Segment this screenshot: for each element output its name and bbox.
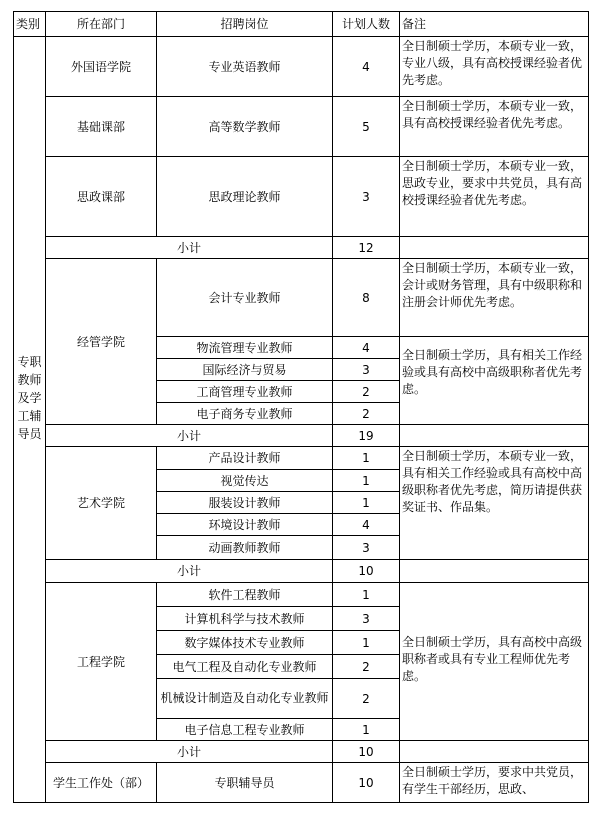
position-cell: 高等数学教师 <box>157 97 333 157</box>
position-cell: 产品设计教师 <box>157 447 333 470</box>
table-row <box>14 259 589 337</box>
position-cell: 软件工程教师 <box>157 583 333 607</box>
note-cell: 全日制硕士学历，本硕专业一致，思政专业，要求中共党员，具有高校授课经验者优先考虑。 <box>400 157 589 237</box>
count-cell: 3 <box>333 607 400 631</box>
count-cell: 4 <box>333 37 400 97</box>
position-cell: 电子商务专业教师 <box>157 403 333 425</box>
count-cell: 1 <box>333 631 400 655</box>
subtotal-label: 小计 <box>46 237 333 259</box>
department-cell: 外国语学院 <box>46 37 157 97</box>
position-cell: 专职辅导员 <box>157 763 333 803</box>
department-cell: 经管学院 <box>46 259 157 425</box>
department-cell: 思政课部 <box>46 157 157 237</box>
table-row <box>14 97 589 157</box>
note-cell: 全日制硕士学历，具有相关工作经验或具有高校中高级职称者优先考虑。 <box>400 337 589 425</box>
table-row <box>14 37 589 97</box>
table-row <box>14 157 589 237</box>
note-cell: 全日制硕士学历，本硕专业一致，专业八级，具有高校授课经验者优先考虑。 <box>400 37 589 97</box>
count-cell: 1 <box>333 583 400 607</box>
position-cell: 物流管理专业教师 <box>157 337 333 359</box>
count-cell: 5 <box>333 97 400 157</box>
subtotal-count: 12 <box>333 237 400 259</box>
note-cell: 全日制硕士学历，具有高校中高级职称者或具有专业工程师优先考虑。 <box>400 583 589 741</box>
subtotal-row <box>14 425 589 447</box>
note-cell: 全日制硕士学历，本硕专业一致，具有高校授课经验者优先考虑。 <box>400 97 589 157</box>
department-cell: 基础课部 <box>46 97 157 157</box>
department-cell: 工程学院 <box>46 583 157 741</box>
subtotal-count: 10 <box>333 560 400 583</box>
recruitment-table <box>13 11 589 803</box>
count-cell: 3 <box>333 359 400 381</box>
note-cell: 全日制硕士学历，要求中共党员，有学生干部经历，思政、 <box>400 763 589 803</box>
position-cell: 电气工程及自动化专业教师 <box>157 655 333 679</box>
count-cell: 2 <box>333 403 400 425</box>
count-cell: 8 <box>333 259 400 337</box>
count-cell: 4 <box>333 337 400 359</box>
header-row <box>14 12 589 37</box>
subtotal-row <box>14 741 589 763</box>
count-cell: 1 <box>333 719 400 741</box>
table-row <box>14 583 589 607</box>
subtotal-row <box>14 237 589 259</box>
count-cell: 1 <box>333 492 400 514</box>
count-cell: 3 <box>333 157 400 237</box>
subtotal-label: 小计 <box>46 425 333 447</box>
note-cell-empty <box>400 560 589 583</box>
position-cell: 动画教师教师 <box>157 536 333 560</box>
header-note: 备注 <box>400 12 589 37</box>
department-cell: 学生工作处（部） <box>46 763 157 803</box>
table-row <box>14 763 589 803</box>
position-cell: 机械设计制造及自动化专业教师 <box>157 679 333 719</box>
position-cell: 工商管理专业教师 <box>157 381 333 403</box>
count-cell: 2 <box>333 381 400 403</box>
category-cell: 专职教师及学工辅导员 <box>14 37 46 803</box>
header-count: 计划人数 <box>333 12 400 37</box>
position-cell: 环境设计教师 <box>157 514 333 536</box>
position-cell: 专业英语教师 <box>157 37 333 97</box>
count-cell: 3 <box>333 536 400 560</box>
note-cell-empty <box>400 741 589 763</box>
note-cell-empty <box>400 425 589 447</box>
position-cell: 思政理论教师 <box>157 157 333 237</box>
position-cell: 国际经济与贸易 <box>157 359 333 381</box>
department-cell: 艺术学院 <box>46 447 157 560</box>
note-cell: 全日制硕士学历，本硕专业一致，会计或财务管理，具有中级职称和注册会计师优先考虑。 <box>400 259 589 337</box>
subtotal-label: 小计 <box>46 741 333 763</box>
subtotal-row <box>14 560 589 583</box>
header-position: 招聘岗位 <box>157 12 333 37</box>
position-cell: 电子信息工程专业教师 <box>157 719 333 741</box>
table-row <box>14 447 589 470</box>
count-cell: 10 <box>333 763 400 803</box>
position-cell: 计算机科学与技术教师 <box>157 607 333 631</box>
count-cell: 4 <box>333 514 400 536</box>
position-cell: 数字媒体技术专业教师 <box>157 631 333 655</box>
note-cell: 全日制硕士学历，本硕专业一致，具有相关工作经验或具有高校中高级职称者优先考虑，简历请提供获奖证书、作品集。 <box>400 447 589 560</box>
position-cell: 视觉传达 <box>157 470 333 492</box>
position-cell: 服装设计教师 <box>157 492 333 514</box>
count-cell: 2 <box>333 655 400 679</box>
count-cell: 1 <box>333 447 400 470</box>
subtotal-count: 19 <box>333 425 400 447</box>
header-category: 类别 <box>14 12 46 37</box>
subtotal-count: 10 <box>333 741 400 763</box>
note-cell-empty <box>400 237 589 259</box>
count-cell: 1 <box>333 470 400 492</box>
header-department: 所在部门 <box>46 12 157 37</box>
count-cell: 2 <box>333 679 400 719</box>
position-cell: 会计专业教师 <box>157 259 333 337</box>
subtotal-label: 小计 <box>46 560 333 583</box>
